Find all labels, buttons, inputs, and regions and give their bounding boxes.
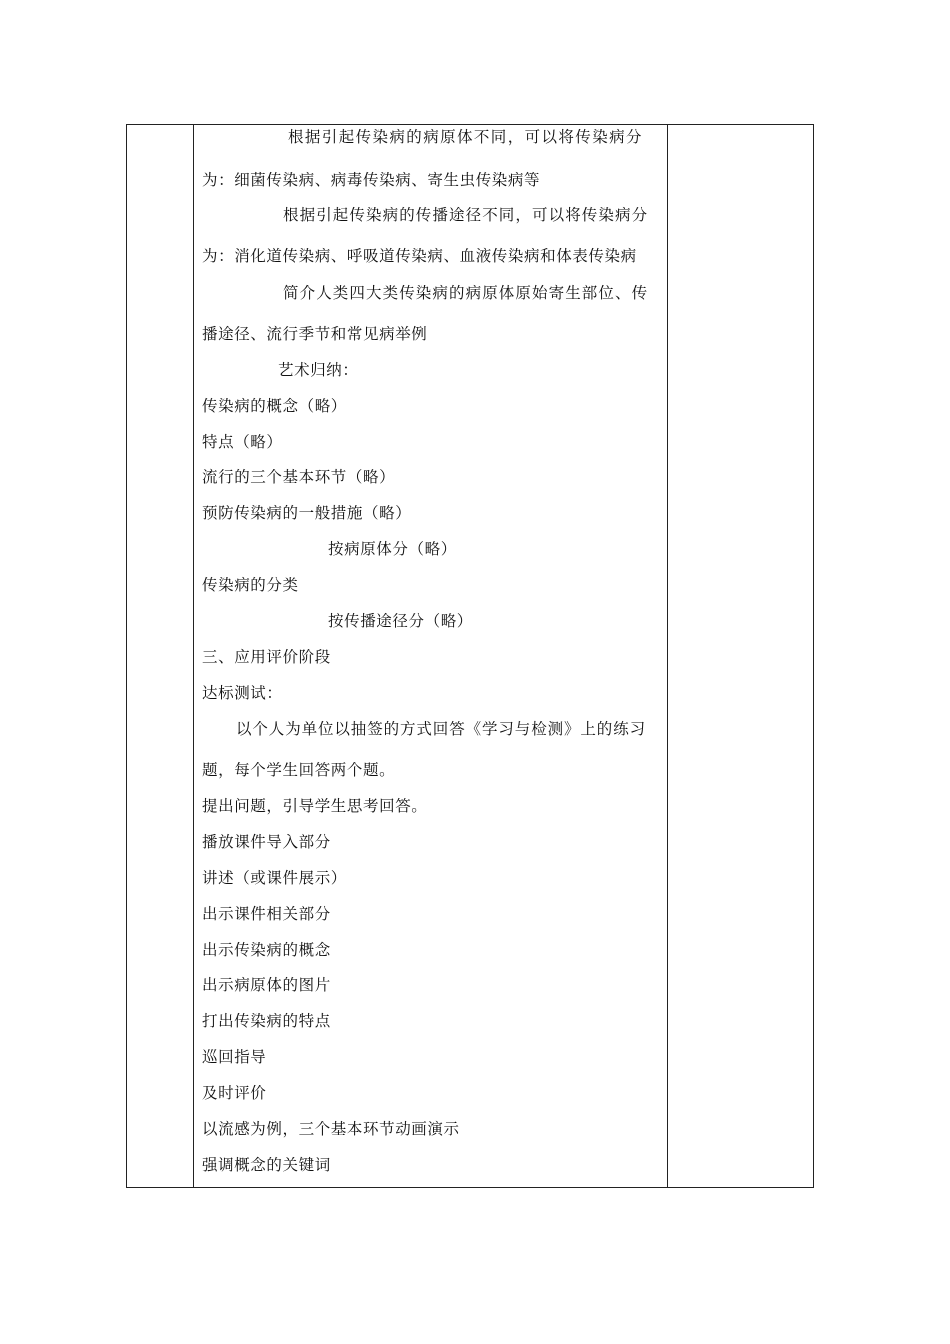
text-line: 传染病的分类 [202, 576, 299, 594]
text-line: 巡回指导 [202, 1048, 267, 1066]
text-line: 出示课件相关部分 [202, 905, 331, 923]
section-heading: 艺术归纳： [278, 361, 359, 379]
text-line: 为：细菌传染病、病毒传染病、寄生虫传染病等 [202, 171, 541, 189]
text-line: 特点（略） [202, 433, 283, 451]
text-line: 强调概念的关键词 [202, 1156, 331, 1174]
text-line: 按病原体分（略） [328, 540, 457, 558]
text-line: 传染病的概念（略） [202, 397, 347, 415]
text-line: 出示病原体的图片 [202, 976, 331, 994]
text-line: 流行的三个基本环节（略） [202, 468, 396, 486]
text-line: 讲述（或课件展示） [202, 869, 347, 887]
text-line: 提出问题，引导学生思考回答。 [202, 797, 428, 815]
text-line: 以个人为单位以抽签的方式回答《学习与检测》上的练习 [236, 720, 647, 738]
text-line: 播途径、流行季节和常见病举例 [202, 325, 428, 343]
text-line: 播放课件导入部分 [202, 833, 331, 851]
text-line: 达标测试： [202, 684, 283, 702]
text-line: 题，每个学生回答两个题。 [202, 761, 396, 779]
text-line: 按传播途径分（略） [328, 612, 473, 630]
column-divider-left [193, 125, 194, 1187]
section-heading: 三、应用评价阶段 [202, 648, 331, 666]
text-line: 预防传染病的一般措施（略） [202, 504, 412, 522]
text-line: 及时评价 [202, 1084, 267, 1102]
text-line: 根据引起传染病的传播途径不同，可以将传染病分 [283, 206, 649, 224]
text-line: 为：消化道传染病、呼吸道传染病、血液传染病和体表传染病 [202, 247, 637, 265]
text-line: 以流感为例，三个基本环节动画演示 [202, 1120, 460, 1138]
column-divider-right [667, 125, 668, 1187]
text-line: 打出传染病的特点 [202, 1012, 331, 1030]
text-line: 根据引起传染病的病原体不同，可以将传染病分 [288, 128, 643, 146]
text-line: 简介人类四大类传染病的病原体原始寄生部位、传 [283, 284, 649, 302]
text-line: 出示传染病的概念 [202, 941, 331, 959]
